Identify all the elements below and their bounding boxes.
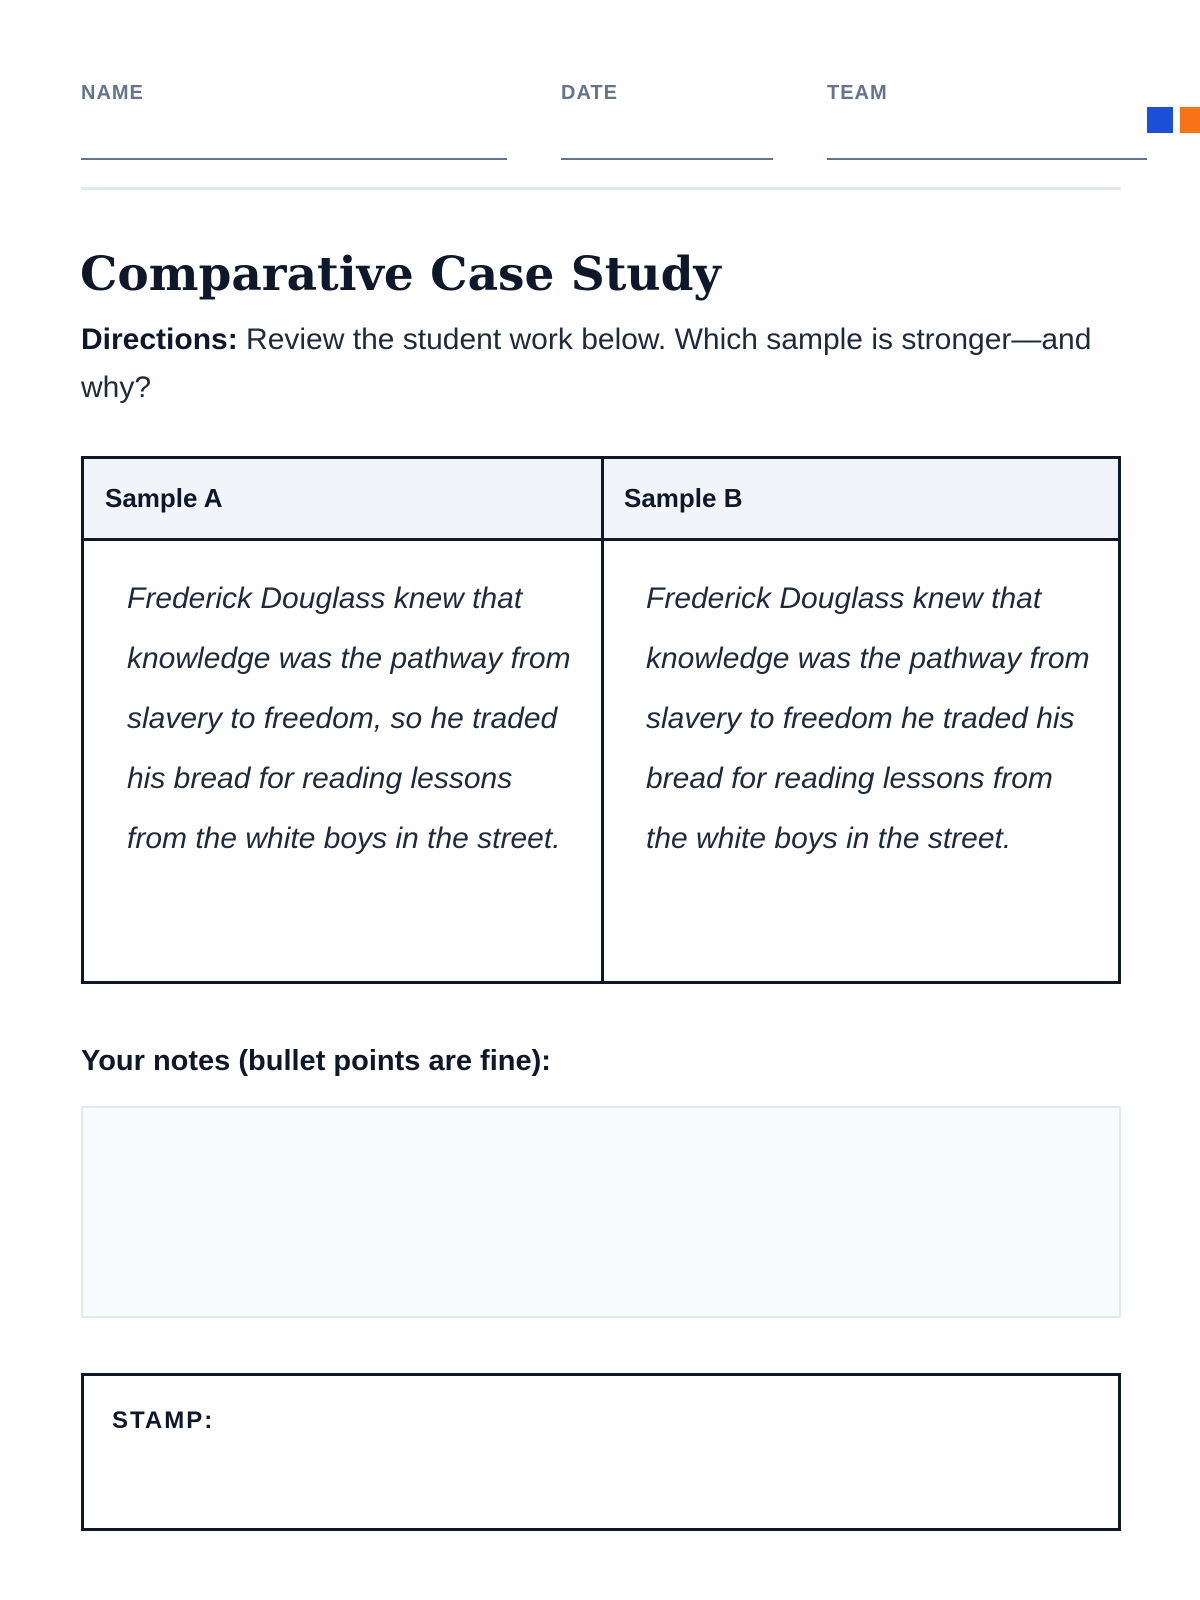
name-line (81, 158, 507, 160)
team-label: TEAM (827, 82, 888, 104)
samples-table (81, 456, 1121, 984)
directions-lead: Directions: (81, 323, 238, 356)
directions (81, 316, 1131, 412)
name-label: NAME (81, 82, 144, 104)
page-title: Comparative Case Study (80, 247, 721, 302)
stamp-label: STAMP: (112, 1407, 215, 1434)
sample-a-text: Frederick Douglass knew that knowledge was the pathway from slavery to freedom, so he traded his bread for reading lessons from the white boys in the street. (127, 582, 571, 855)
brand-square-orange (1180, 107, 1200, 133)
date-field[interactable] (561, 80, 618, 106)
column-divider (601, 459, 604, 981)
sample-a-heading: Sample A (105, 483, 223, 513)
team-line (827, 158, 1147, 160)
brand-square-blue (1147, 107, 1173, 133)
directions-text: Review the student work below. Which sample is stronger—and why? (81, 323, 1092, 404)
sample-b-heading: Sample B (624, 483, 743, 513)
date-label: DATE (561, 82, 618, 104)
stamp-box (81, 1373, 1121, 1531)
header-fields (81, 80, 1151, 160)
brand-squares (1147, 107, 1200, 133)
team-field[interactable] (827, 80, 888, 106)
date-line (561, 158, 773, 160)
name-field[interactable] (81, 80, 144, 106)
header-divider (81, 187, 1121, 190)
sample-b-text: Frederick Douglass knew that knowledge was the pathway from slavery to freedom he traded his bread for reading lessons from the white boys in the street. (646, 582, 1090, 855)
notes-input[interactable] (81, 1106, 1121, 1318)
notes-label: Your notes (bullet points are fine): (81, 1045, 551, 1077)
